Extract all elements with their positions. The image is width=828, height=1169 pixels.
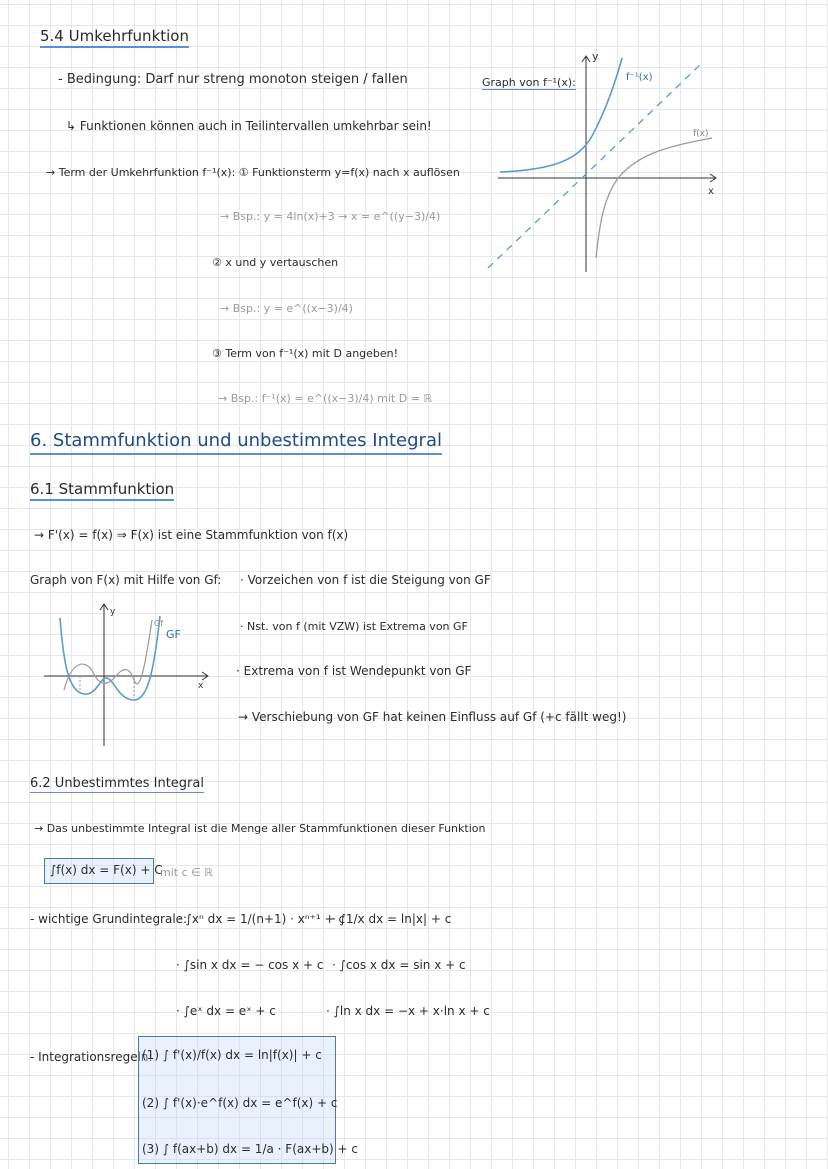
integrationsregel-2: (2) ∫ f'(x)·e^f(x) dx = e^f(x) + c — [142, 1096, 338, 1110]
inverse-curve-label: f⁻¹(x) — [626, 72, 653, 83]
bullet-verschiebung: → Verschiebung von GF hat keinen Einfluss auf Gf (+c fällt weg!) — [238, 710, 627, 724]
example1-text: → Bsp.: y = 4ln(x)+3 → x = e^((y−3)/4) — [220, 210, 441, 223]
stammfunktion-definition: → F'(x) = f(x) ⇒ F(x) ist eine Stammfunktion von f(x) — [34, 528, 349, 542]
inverse-function-graph — [488, 50, 723, 275]
bullet-vorzeichen: · Vorzeichen von f ist die Steigung von GF — [240, 573, 491, 587]
step3-text: ③ Term von f⁻¹(x) mit D angeben! — [212, 347, 399, 360]
chapter-title-6: 6. Stammfunktion und unbestimmtes Integral — [30, 430, 442, 455]
grundintegral-sin: · ∫sin x dx = − cos x + c — [176, 958, 324, 972]
grundintegral-power: · ∫xⁿ dx = 1/(n+1) · xⁿ⁺¹ + c — [178, 912, 346, 926]
y-axis-label: y — [592, 50, 599, 63]
grundintegral-exp: · ∫eˣ dx = eˣ + c — [176, 1004, 276, 1018]
x-axis-label: x — [708, 186, 714, 197]
integrationsregeln-label: - Integrationsregeln: — [30, 1050, 153, 1064]
bedingung-text: - Bedingung: Darf nur streng monoton steigen / fallen — [58, 72, 408, 87]
x-axis-label: x — [198, 681, 204, 691]
section-title-6-1: 6.1 Stammfunktion — [30, 480, 174, 501]
step2-text: ② x und y vertauschen — [212, 256, 339, 269]
grundintegrale-label: - wichtige Grundintegrale: — [30, 912, 188, 926]
grundintegral-cos: · ∫cos x dx = sin x + c — [332, 958, 466, 972]
graph-intro-text: Graph von F(x) mit Hilfe von Gf: — [30, 573, 222, 587]
f-curve-label: f(x) — [693, 129, 709, 139]
unbestimmtes-integral-definition: → Das unbestimmte Integral ist die Menge aller Stammfunktionen dieser Funktion — [34, 822, 486, 835]
integrationsregel-3: (3) ∫ f(ax+b) dx = 1/a · F(ax+b) + c — [142, 1142, 358, 1156]
line-y-equals-x — [488, 62, 703, 268]
bullet-nullstelle: · Nst. von f (mit VZW) ist Extrema von GF — [240, 620, 468, 633]
inverse-graph-label: Graph von f⁻¹(x): — [482, 76, 576, 89]
stammfunktion-graph — [42, 600, 214, 750]
y-axis-label: y — [110, 607, 116, 617]
constant-note: mit c ∈ ℝ — [160, 866, 213, 879]
step1-text: → Term der Umkehrfunktion f⁻¹(x): ① Funktionsterm y=f(x) nach x auflösen — [46, 166, 460, 179]
section-title-5-4: 5.4 Umkehrfunktion — [40, 27, 189, 48]
gf-curve — [60, 616, 160, 700]
teilintervall-text: ↳ Funktionen können auch in Teilintervallen umkehrbar sein! — [66, 119, 432, 133]
integral-definition-formula: ∫f(x) dx = F(x) + C — [50, 863, 163, 877]
bullet-extrema: · Extrema von f ist Wendepunkt von GF — [236, 664, 472, 678]
grundintegral-reciprocal: · ∫1/x dx = ln|x| + c — [332, 912, 452, 926]
example3-text: → Bsp.: f⁻¹(x) = e^((x−3)/4) mit D = ℝ — [218, 392, 433, 405]
integrationsregel-1: (1) ∫ f'(x)/f(x) dx = ln|f(x)| + c — [142, 1048, 322, 1062]
grundintegral-ln: · ∫ln x dx = −x + x·ln x + c — [326, 1004, 490, 1018]
example2-text: → Bsp.: y = e^((x−3)/4) — [220, 302, 353, 315]
gf-label: Gf — [154, 619, 164, 628]
f-curve — [596, 138, 712, 258]
gF-label: GF — [166, 628, 181, 641]
inverse-curve — [500, 58, 622, 172]
section-title-6-2: 6.2 Unbestimmtes Integral — [30, 776, 204, 791]
